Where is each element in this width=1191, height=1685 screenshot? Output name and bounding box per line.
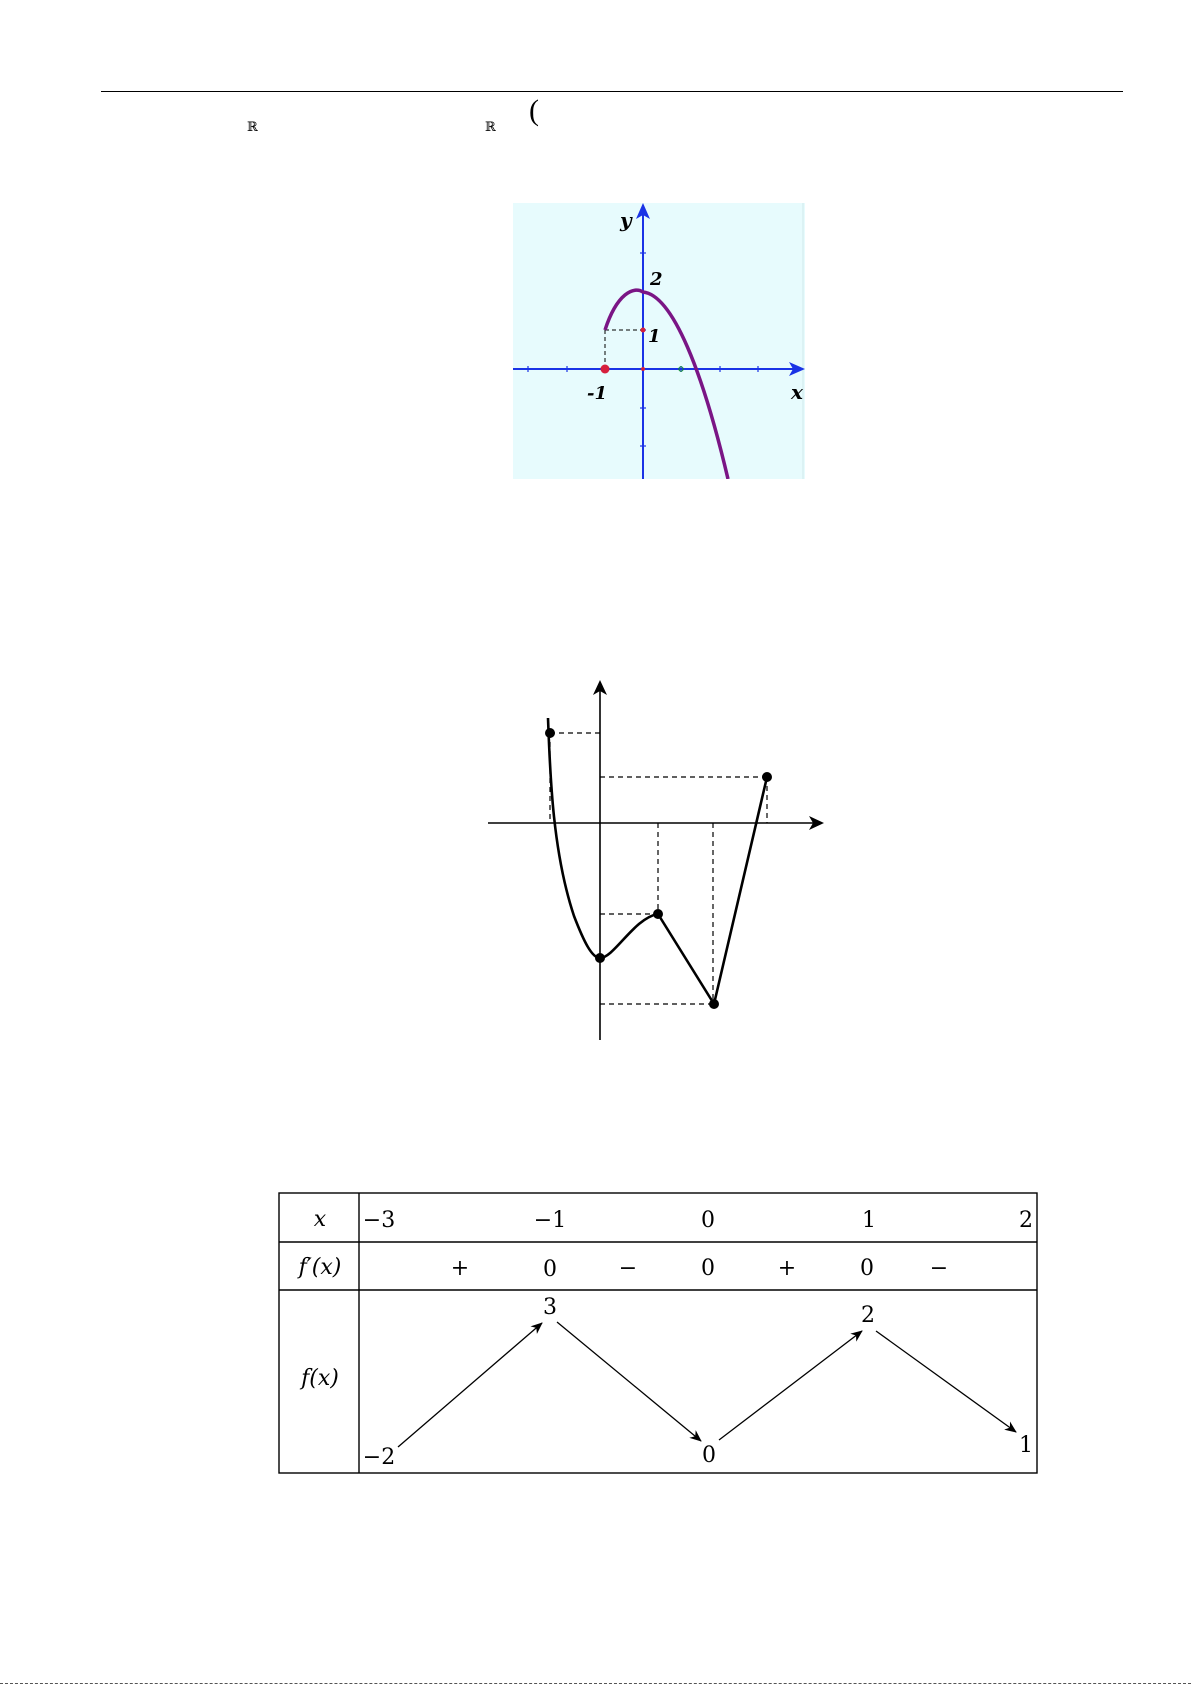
point-origin bbox=[641, 367, 645, 371]
f-value-peak2: 2 bbox=[861, 1303, 875, 1328]
figure-parabola-graph bbox=[513, 203, 805, 479]
figure-function-graph bbox=[488, 680, 828, 1042]
arrow-down-icon bbox=[557, 1322, 701, 1441]
header-rule bbox=[101, 91, 1123, 92]
sign-cell: − bbox=[618, 1256, 638, 1281]
x-axis-label: x bbox=[791, 380, 803, 404]
sign-cell: + bbox=[450, 1256, 470, 1281]
label-neg-one: -1 bbox=[587, 383, 607, 404]
variation-table bbox=[278, 1192, 1040, 1476]
real-numbers-symbol: ℝ bbox=[247, 120, 258, 135]
point-one bbox=[641, 328, 646, 333]
real-numbers-symbol-2: ℝ bbox=[485, 120, 496, 135]
sign-cell: − bbox=[929, 1256, 949, 1281]
x-value: 1 bbox=[862, 1208, 876, 1233]
table-border bbox=[279, 1193, 1037, 1473]
arrow-up-icon bbox=[398, 1323, 542, 1447]
sign-cell: 0 bbox=[701, 1256, 715, 1281]
f-value-end: 1 bbox=[1019, 1433, 1033, 1458]
label-two: 2 bbox=[650, 269, 663, 290]
y-axis-label: y bbox=[620, 208, 632, 232]
open-paren: ( bbox=[529, 94, 539, 127]
x-value: 0 bbox=[701, 1208, 715, 1233]
point-min-origin bbox=[595, 953, 605, 963]
sign-cell: 0 bbox=[860, 1256, 874, 1281]
row-label-x: x bbox=[313, 1207, 327, 1232]
sign-cell: + bbox=[777, 1256, 797, 1281]
x-value: −3 bbox=[362, 1208, 396, 1233]
point-local-max-left bbox=[545, 728, 555, 738]
point-neg-one bbox=[601, 365, 610, 374]
dashed-guides bbox=[550, 733, 767, 1004]
row-label-fprime: f′(x) bbox=[298, 1255, 342, 1280]
arrow-up-icon bbox=[719, 1331, 862, 1440]
x-value: −1 bbox=[533, 1208, 567, 1233]
point-min bbox=[709, 999, 719, 1009]
arrow-down-icon bbox=[876, 1331, 1016, 1432]
variation-arrows bbox=[398, 1322, 1016, 1447]
x-value: 2 bbox=[1019, 1208, 1033, 1233]
point-local-max bbox=[653, 909, 663, 919]
f-value-trough: 0 bbox=[702, 1443, 716, 1468]
footer-rule bbox=[0, 1683, 1191, 1684]
f-value-start: −2 bbox=[362, 1445, 396, 1470]
point-endpoint-right bbox=[762, 772, 772, 782]
sign-cell: 0 bbox=[543, 1257, 557, 1282]
row-label-f: f(x) bbox=[301, 1366, 339, 1391]
label-one: 1 bbox=[648, 326, 661, 347]
f-value-peak1: 3 bbox=[543, 1295, 557, 1320]
